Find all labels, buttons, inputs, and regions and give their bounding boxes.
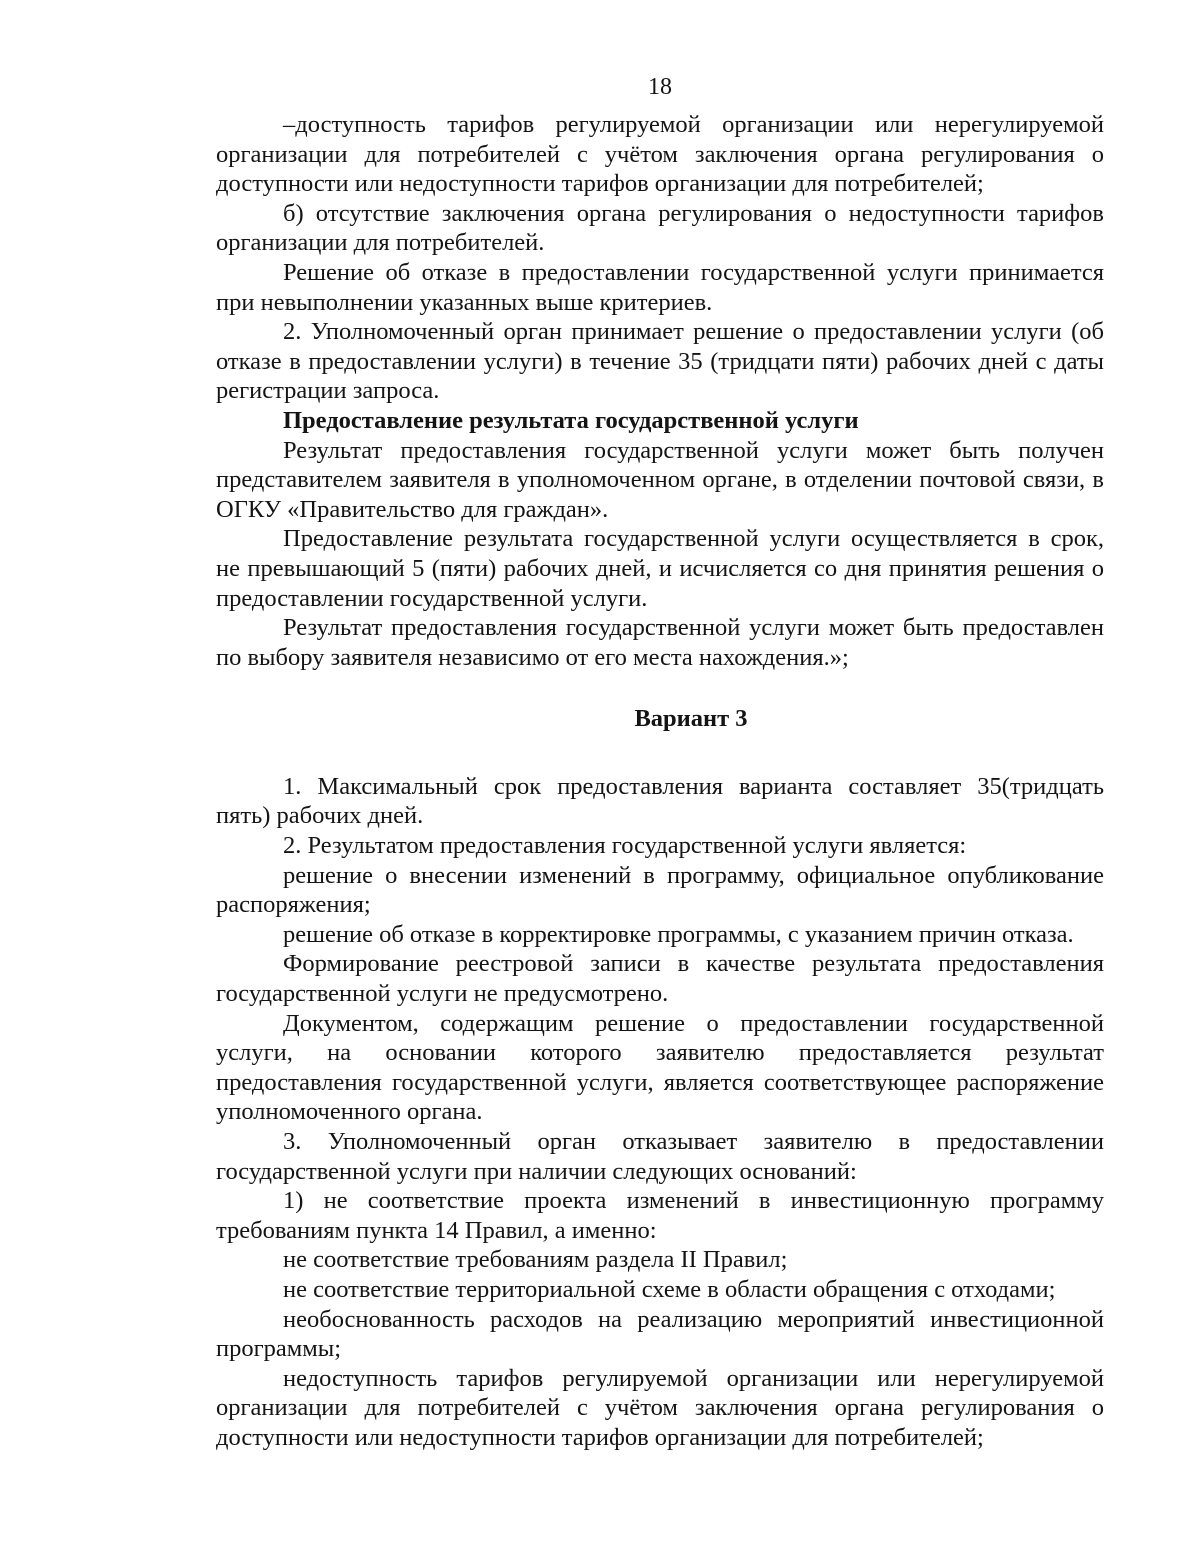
section-heading: Предоставление результата государственной услуги [283, 406, 859, 434]
paragraph: Решение об отказе в предоставлении государственной услуги принимается при невыполнении указанных выше критериев. [216, 258, 1104, 316]
paragraph: не соответствие требованиям раздела II Правил; [283, 1246, 788, 1274]
paragraph: не соответствие территориальной схеме в области обращения с отходами; [283, 1275, 1056, 1303]
paragraph: решение о внесении изменений в программу, официальное опубликование распоряжения; [216, 861, 1104, 919]
document-body [216, 110, 1104, 1453]
paragraph: 1) не соответствие проекта изменений в инвестиционную программу требованиям пункта 14 Правил, а именно: [216, 1187, 1104, 1244]
paragraph: недоступность тарифов регулируемой организации или нерегулируемой организации для потребителей с учётом заключения органа регулирования о доступности или недоступности тарифов организации для потребителей; [216, 1364, 1104, 1451]
paragraph: 3. Уполномоченный орган отказывает заявителю в предоставлении государственной услуги при наличии следующих оснований: [216, 1128, 1104, 1185]
paragraph: б) отсутствие заключения органа регулирования о недоступности тарифов организации для потребителей. [216, 199, 1104, 257]
paragraph: 2. Результатом предоставления государственной услуги является: [283, 832, 967, 860]
paragraph: Результат предоставления государственной услуги может быть получен представителем заявителя в уполномоченном органе, в отделении почтовой связи, в ОГКУ «Правительство для граждан». [216, 436, 1104, 523]
paragraph: решение об отказе в корректировке программы, с указанием причин отказа. [283, 920, 1074, 948]
paragraph: 2. Уполномоченный орган принимает решение о предоставлении услуги (об отказе в предоставлении услуги) в течение 35 (тридцати пяти) рабочих дней с даты регистрации запроса. [216, 318, 1104, 405]
paragraph: Формирование реестровой записи в качестве результата предоставления государственной услуги не предусмотрено. [216, 950, 1104, 1008]
page-number: 18 [648, 74, 672, 100]
paragraph: Предоставление результата государственной услуги осуществляется в срок, не превышающий 5 (пяти) рабочих дней, и исчисляется со дня принятия решения о предоставлении государственной услуги. [216, 525, 1104, 612]
paragraph: необоснованность расходов на реализацию мероприятий инвестиционной программы; [216, 1305, 1104, 1363]
paragraph: –доступность тарифов регулируемой организации или нерегулируемой организации для потребителей с учётом заключения органа регулирования о доступности или недоступности тарифов организации для потребителей; [216, 111, 1104, 198]
paragraph: Результат предоставления государственной услуги может быть предоставлен по выбору заявителя независимо от его места нахождения.»; [216, 614, 1104, 671]
variant-heading: Вариант 3 [634, 705, 748, 733]
paragraph: 1. Максимальный срок предоставления варианта составляет 35(тридцать пять) рабочих дней. [216, 772, 1104, 830]
paragraph: Документом, содержащим решение о предоставлении государственной услуги, на основании которого заявителю предоставляется результат предоставления государственной услуги, является соответствующее распоряжение уполномоченного органа. [216, 1009, 1104, 1126]
